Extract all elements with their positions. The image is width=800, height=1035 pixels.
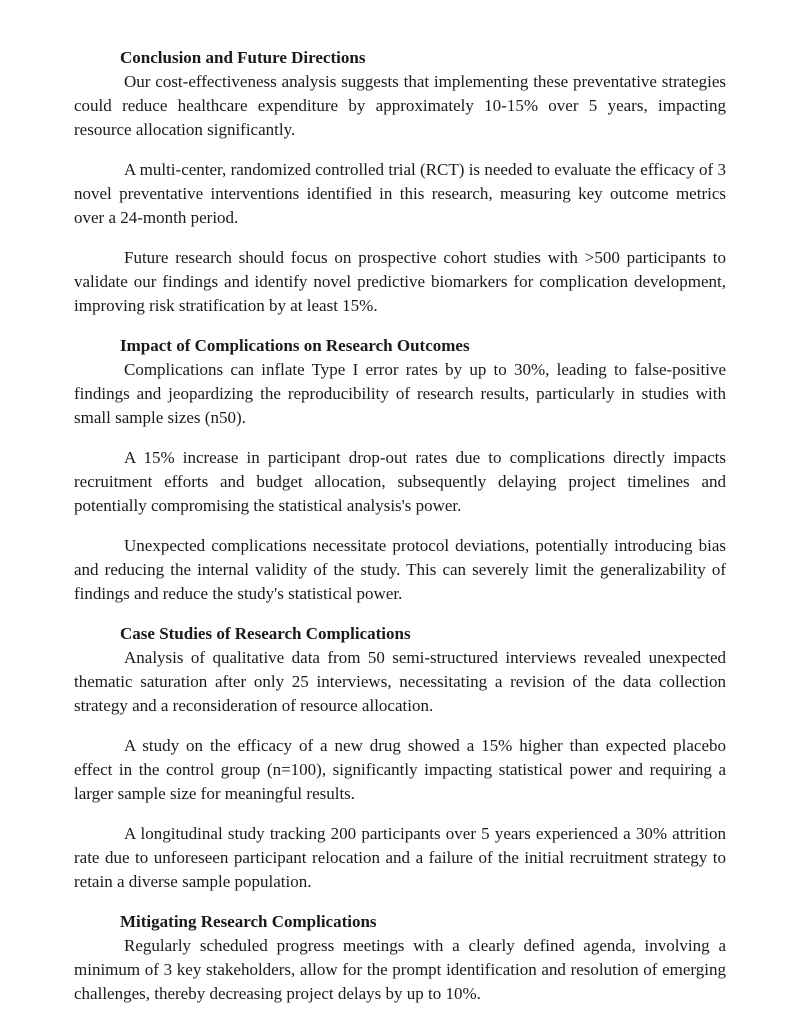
section-heading: Conclusion and Future Directions [120,48,366,67]
paragraph: Regularly scheduled progress meetings with a clearly defined agenda, involving a minimum of 3 key stakeholders, allow for the prompt identification and resolution of emerging challenges, thereby decreasing project delays by up to 10%. [74,936,726,1003]
section-conclusion [74,46,726,318]
section-mitigating [74,910,726,1006]
paragraph: Future research should focus on prospective cohort studies with >500 participants to validate our findings and identify novel predictive biomarkers for complication development, improving risk stratification by at least 15%. [74,248,726,315]
paragraph: Unexpected complications necessitate protocol deviations, potentially introducing bias and reducing the internal validity of the study. This can severely limit the generalizability of findings and reduce the study's statistical power. [74,536,726,603]
paragraph: A 15% increase in participant drop-out rates due to complications directly impacts recruitment efforts and budget allocation, subsequently delaying project timelines and potentially compromising the statistical analysis's power. [74,448,726,515]
document-page [74,46,726,1006]
paragraph: Analysis of qualitative data from 50 semi-structured interviews revealed unexpected thematic saturation after only 25 interviews, necessitating a revision of the data collection strategy and a reconsideration of resource allocation. [74,648,726,715]
section-heading: Impact of Complications on Research Outcomes [120,336,470,355]
paragraph: A study on the efficacy of a new drug showed a 15% higher than expected placebo effect in the control group (n=100), significantly impacting statistical power and requiring a larger sample size for meaningful results. [74,736,726,803]
paragraph: Complications can inflate Type I error rates by up to 30%, leading to false-positive findings and jeopardizing the reproducibility of research results, particularly in studies with small sample sizes (n50). [74,360,726,427]
section-heading: Case Studies of Research Complications [120,624,411,643]
section-heading: Mitigating Research Complications [120,912,377,931]
paragraph: A longitudinal study tracking 200 participants over 5 years experienced a 30% attrition rate due to unforeseen participant relocation and a failure of the initial recruitment strategy to retain a diverse sample population. [74,824,726,891]
section-impact [74,334,726,606]
paragraph: Our cost-effectiveness analysis suggests that implementing these preventative strategies could reduce healthcare expenditure by approximately 10-15% over 5 years, impacting resource allocation significantly. [74,72,726,139]
paragraph: A multi-center, randomized controlled trial (RCT) is needed to evaluate the efficacy of 3 novel preventative interventions identified in this research, measuring key outcome metrics over a 24-month period. [74,160,726,227]
section-case-studies [74,622,726,894]
